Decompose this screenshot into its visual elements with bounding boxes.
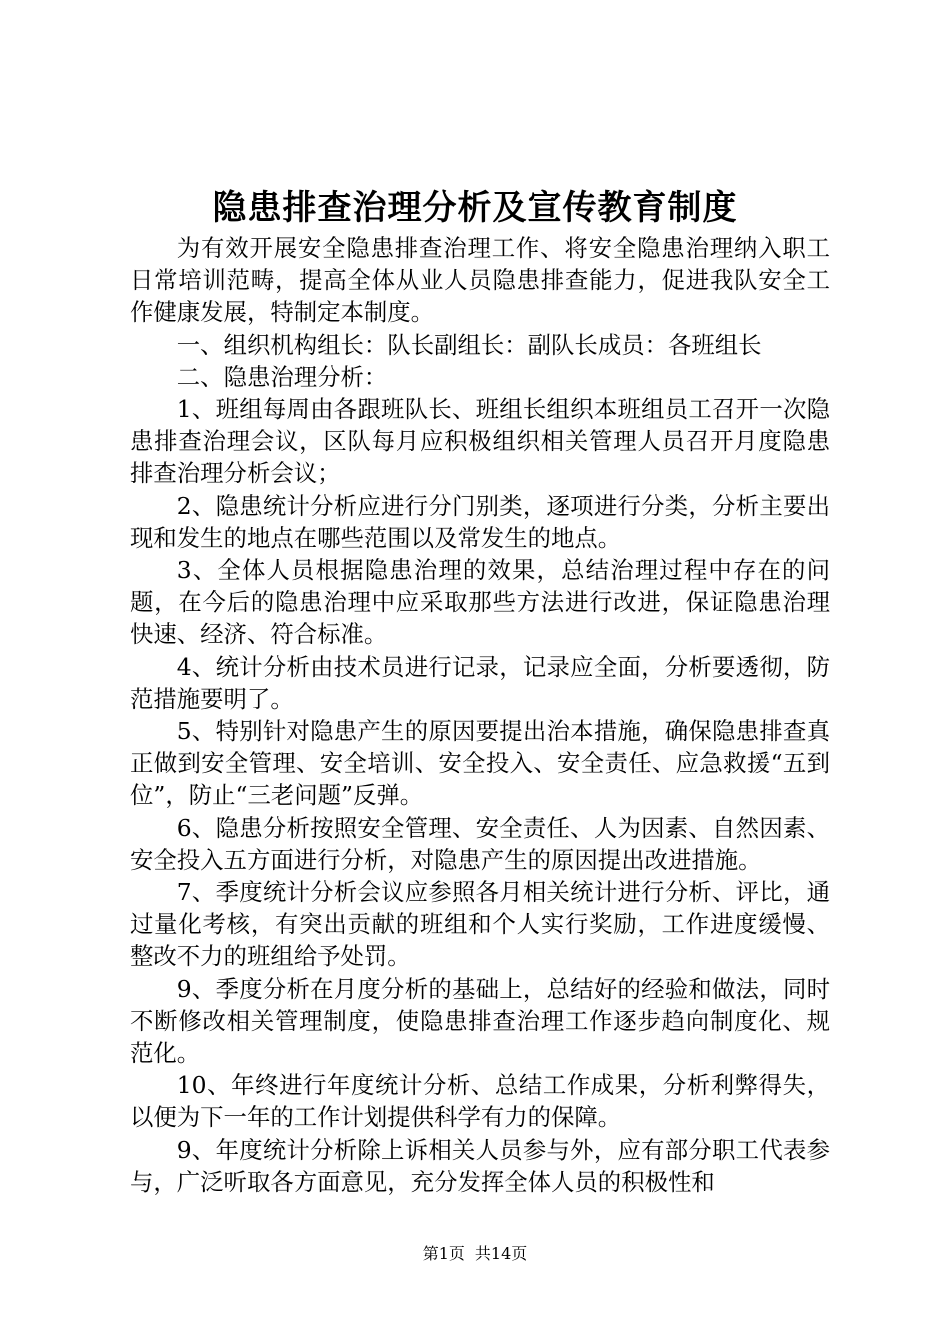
- paragraph: 10、年终进行年度统计分析、总结工作成果，分析利弊得失，以便为下一年的工作计划提供科学有力的保障。: [130, 1071, 830, 1132]
- document-title: 隐患排查治理分析及宣传教育制度: [212, 188, 738, 228]
- paragraph: 二、隐患治理分析：: [176, 362, 388, 391]
- paragraph: 为有效开展安全隐患排查治理工作、将安全隐患治理纳入职工日常培训范畴，提高全体从业人员隐患排查能力，促进我队安全工作健康发展，特制定本制度。: [130, 234, 830, 327]
- paragraph: 2、隐患统计分析应进行分门别类，逐项进行分类，分析主要出现和发生的地点在哪些范围以及常发生的地点。: [130, 491, 830, 552]
- paragraph: 4、统计分析由技术员进行记录，记录应全面，分析要透彻，防范措施要明了。: [130, 652, 830, 713]
- document-body: [130, 232, 830, 1198]
- paragraph: 9、季度分析在月度分析的基础上，总结好的经验和做法，同时不断修改相关管理制度，使隐患排查治理工作逐步趋向制度化、规范化。: [130, 974, 830, 1068]
- page-count: 共14页: [474, 1244, 528, 1263]
- paragraph: 3、全体人员根据隐患治理的效果，总结治理过程中存在的问题，在今后的隐患治理中应采取那些方法进行改进，保证隐患治理快速、经济、符合标准。: [130, 556, 830, 649]
- paragraph: 9、年度统计分析除上诉相关人员参与外，应有部分职工代表参与，广泛听取各方面意见，充分发挥全体人员的积极性和: [130, 1135, 830, 1196]
- page-footer: [0, 1243, 950, 1265]
- paragraph: 1、班组每周由各跟班队长、班组长组织本班组员工召开一次隐患排查治理会议，区队每月应积极组织相关管理人员召开月度隐患排查治理分析会议；: [130, 395, 830, 488]
- page-number: 第1页: [422, 1244, 465, 1263]
- paragraph: 5、特别针对隐患产生的原因要提出治本措施，确保隐患排查真正做到安全管理、安全培训、安全投入、安全责任、应急救援“五到位”，防止“三老问题”反弹。: [130, 717, 830, 810]
- paragraph: 7、季度统计分析会议应参照各月相关统计进行分析、评比，通过量化考核，有突出贡献的班组和个人实行奖励，工作进度缓慢、整改不力的班组给予处罚。: [130, 878, 830, 971]
- paragraph: 一、组织机构组长：队长副组长：副队长成员：各班组长: [176, 330, 762, 359]
- paragraph: 6、隐患分析按照安全管理、安全责任、人为因素、自然因素、安全投入五方面进行分析，对隐患产生的原因提出改进措施。: [130, 813, 830, 874]
